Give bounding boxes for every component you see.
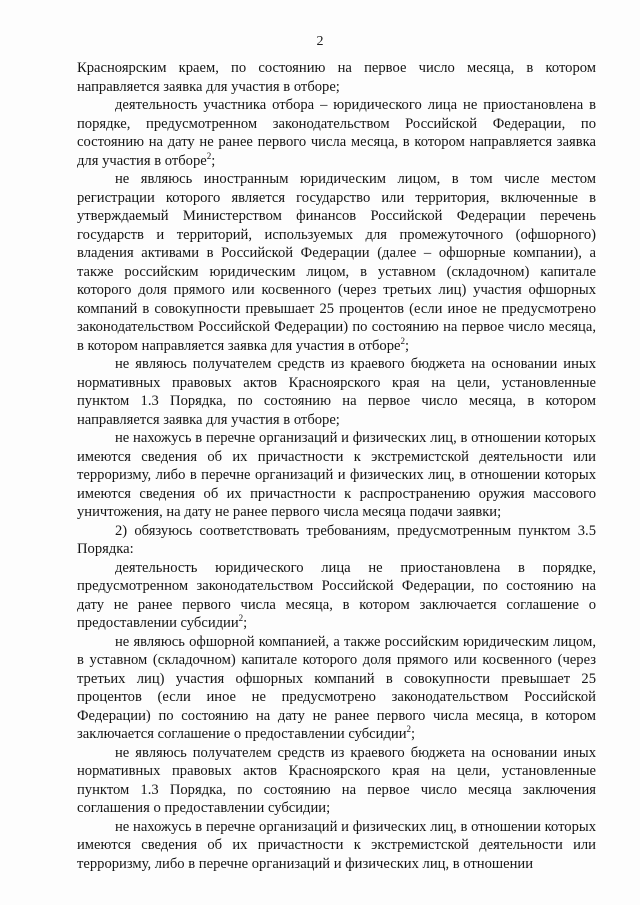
paragraph-10: не нахожусь в перечне организаций и физических лиц, в отношении которых имеются сведения об их причастности к экстремистской деятельности или терроризму, либо в перечне организаций и физических лиц, в отношении (77, 818, 596, 872)
footnote-ref: 2 (400, 335, 405, 346)
page-number: 2 (316, 34, 324, 49)
paragraph-2: деятельность участника отбора – юридического лица не приостановлена в порядке, предусмотренном законодательством Российской Федерации, по состоянию на дату не ранее первого числа месяца, в котором направляется заявка для участия в отборе$^2$; (77, 97, 596, 169)
paragraph-3: не являюсь иностранным юридическим лицом, в том числе местом регистрации которого является государство или территория, включенные в утверждаемый Министерством финансов Российской Федерации перечень государств и территорий, используемых для промежуточного (офшорного) владения активами в Российской Федерации (далее – офшорные компании), а также российским юридическим лицом, в уставном (складочном) капитале которого доля прямого или косвенного (через третьих лиц) участия офшорных компаний в совокупности превышает 25 процентов (если иное не предусмотрено законодательством Российской Федерации) по состоянию на первое число месяца, в котором направляется заявка для участия в отборе$^2$; (77, 171, 596, 354)
document-body (77, 59, 596, 873)
footnote-ref: 2 (206, 150, 212, 161)
footnote-ref: 2 (406, 724, 412, 735)
footnote-ref: 2 (238, 613, 244, 624)
paragraph-9: не являюсь получателем средств из краевого бюджета на основании иных нормативных правовых актов Красноярского края на цели, установленные пунктом 1.3 Порядка, по состоянию на первое число месяца заключения соглашения о предоставлении субсидии; (77, 744, 596, 816)
paragraph-4: не являюсь получателем средств из краевого бюджета на основании иных нормативных правовых актов Красноярского края на цели, установленные пунктом 1.3 Порядка, по состоянию на первое число месяца, в котором направляется заявка для участия в отборе; (77, 356, 596, 428)
paragraph-8: не являюсь офшорной компанией, а также российским юридическим лицом, в уставном (складочном) капитале которого доля прямого или косвенного (через третьих лиц) участия офшорных компаний в совокупности превышает 25 процентов (если иное не предусмотрено законодательством Российской Федерации) по состоянию на дату не ранее первого числа месяца, в котором заключается соглашение о предоставлении субсидии$^2$; (77, 633, 596, 742)
paragraph-7: деятельность юридического лица не приостановлена в порядке, предусмотренном законодательством Российской Федерации, по состоянию на дату не ранее первого числа месяца, в котором заключается соглашение о предоставлении субсидии$^2$; (77, 559, 596, 631)
paragraph-5: не нахожусь в перечне организаций и физических лиц, в отношении которых имеются сведения об их причастности к экстремистской деятельности или терроризму, либо в перечне организаций и физических лиц, в отношении которых имеются сведения об их причастности к распространению оружия массового уничтожения, на дату не ранее первого числа месяца подачи заявки; (77, 430, 596, 520)
paragraph-6: 2) обязуюсь соответствовать требованиям, предусмотренным пунктом 3.5 Порядка: (77, 522, 596, 557)
paragraph-1: Красноярским краем, по состоянию на первое число месяца, в котором направляется заявка для участия в отборе; (77, 60, 596, 95)
